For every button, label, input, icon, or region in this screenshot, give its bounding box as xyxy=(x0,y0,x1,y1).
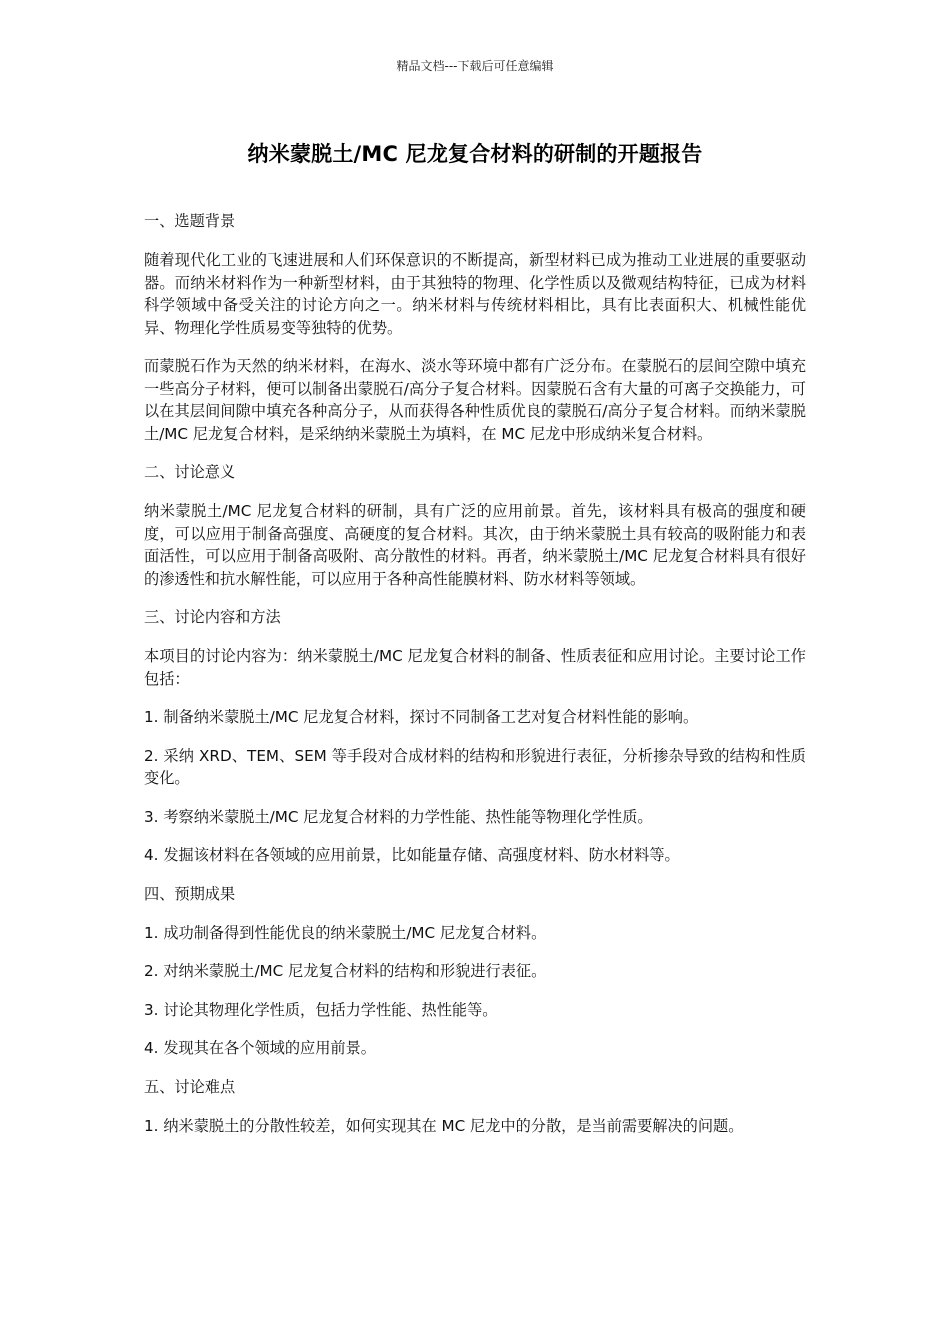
section-difficulties xyxy=(144,1076,806,1138)
list-item: 4. 发掘该材料在各领域的应用前景，比如能量存储、高强度材料、防水材料等。 xyxy=(144,846,680,864)
list-item: 1. 纳米蒙脱土的分散性较差，如何实现其在 MC 尼龙中的分散，是当前需要解决的问题。 xyxy=(144,1116,744,1135)
section-heading: 四、预期成果 xyxy=(144,884,236,903)
section-heading: 一、选题背景 xyxy=(144,212,236,230)
section-expected-results xyxy=(144,883,806,1060)
list-item: 2. 对纳米蒙脱土/MC 尼龙复合材料的结构和形貌进行表征。 xyxy=(144,962,547,980)
paragraph: 随着现代化工业的飞速进展和人们环保意识的不断提高，新型材料已成为推动工业进展的重要驱动器。而纳米材料作为一种新型材料，由于其独特的物理、化学性质以及微观结构特征，已成为材料科学领域中备受关注的讨论方向之一。纳米材料与传统材料相比，具有比表面积大、机械性能优异、物理化学性质易变等独特的优势。 xyxy=(144,251,806,337)
section-heading: 二、讨论意义 xyxy=(144,463,236,481)
section-content-methods xyxy=(144,606,806,867)
section-heading: 三、讨论内容和方法 xyxy=(144,608,281,626)
section-significance xyxy=(144,461,806,590)
document-title: 纳米蒙脱土/MC 尼龙复合材料的研制的开题报告 xyxy=(247,142,703,166)
section-heading: 五、讨论难点 xyxy=(144,1077,236,1096)
list-item: 1. 成功制备得到性能优良的纳米蒙脱土/MC 尼龙复合材料。 xyxy=(144,923,547,942)
paragraph: 纳米蒙脱土/MC 尼龙复合材料的研制，具有广泛的应用前景。首先，该材料具有极高的强度和硬度，可以应用于制备高强度、高硬度的复合材料。其次，由于纳米蒙脱土具有较高的吸附能力和表面活性，可以应用于制备高吸附、高分散性的材料。再者，纳米蒙脱土/MC 尼龙复合材料具有很好的渗透性和抗水解性能，可以应用于各种高性能膜材料、防水材料等领域。 xyxy=(144,502,806,588)
page-header: 精品文档---下载后可任意编辑 xyxy=(396,59,554,73)
list-item: 3. 考察纳米蒙脱土/MC 尼龙复合材料的力学性能、热性能等物理化学性质。 xyxy=(144,807,653,826)
list-item: 1. 制备纳米蒙脱土/MC 尼龙复合材料，探讨不同制备工艺对复合材料性能的影响。 xyxy=(144,708,699,726)
list-item: 4. 发现其在各个领域的应用前景。 xyxy=(144,1039,376,1057)
list-item: 3. 讨论其物理化学性质，包括力学性能、热性能等。 xyxy=(144,1000,498,1019)
paragraph: 而蒙脱石作为天然的纳米材料，在海水、淡水等环境中都有广泛分布。在蒙脱石的层间空隙中填充一些高分子材料，便可以制备出蒙脱石/高分子复合材料。因蒙脱石含有大量的可离子交换能力，可以在其层间间隙中填充各种高分子，从而获得各种性质优良的蒙脱石/高分子复合材料。而纳米蒙脱土/MC 尼龙复合材料，是采纳纳米蒙脱土为填料，在 MC 尼龙中形成纳米复合材料。 xyxy=(144,357,806,443)
paragraph: 本项目的讨论内容为：纳米蒙脱土/MC 尼龙复合材料的制备、性质表征和应用讨论。主要讨论工作包括： xyxy=(144,647,806,688)
section-background xyxy=(144,210,806,445)
list-item: 2. 采纳 XRD、TEM、SEM 等手段对合成材料的结构和形貌进行表征，分析掺杂导致的结构和性质变化。 xyxy=(144,746,806,787)
document-body xyxy=(144,210,806,1153)
